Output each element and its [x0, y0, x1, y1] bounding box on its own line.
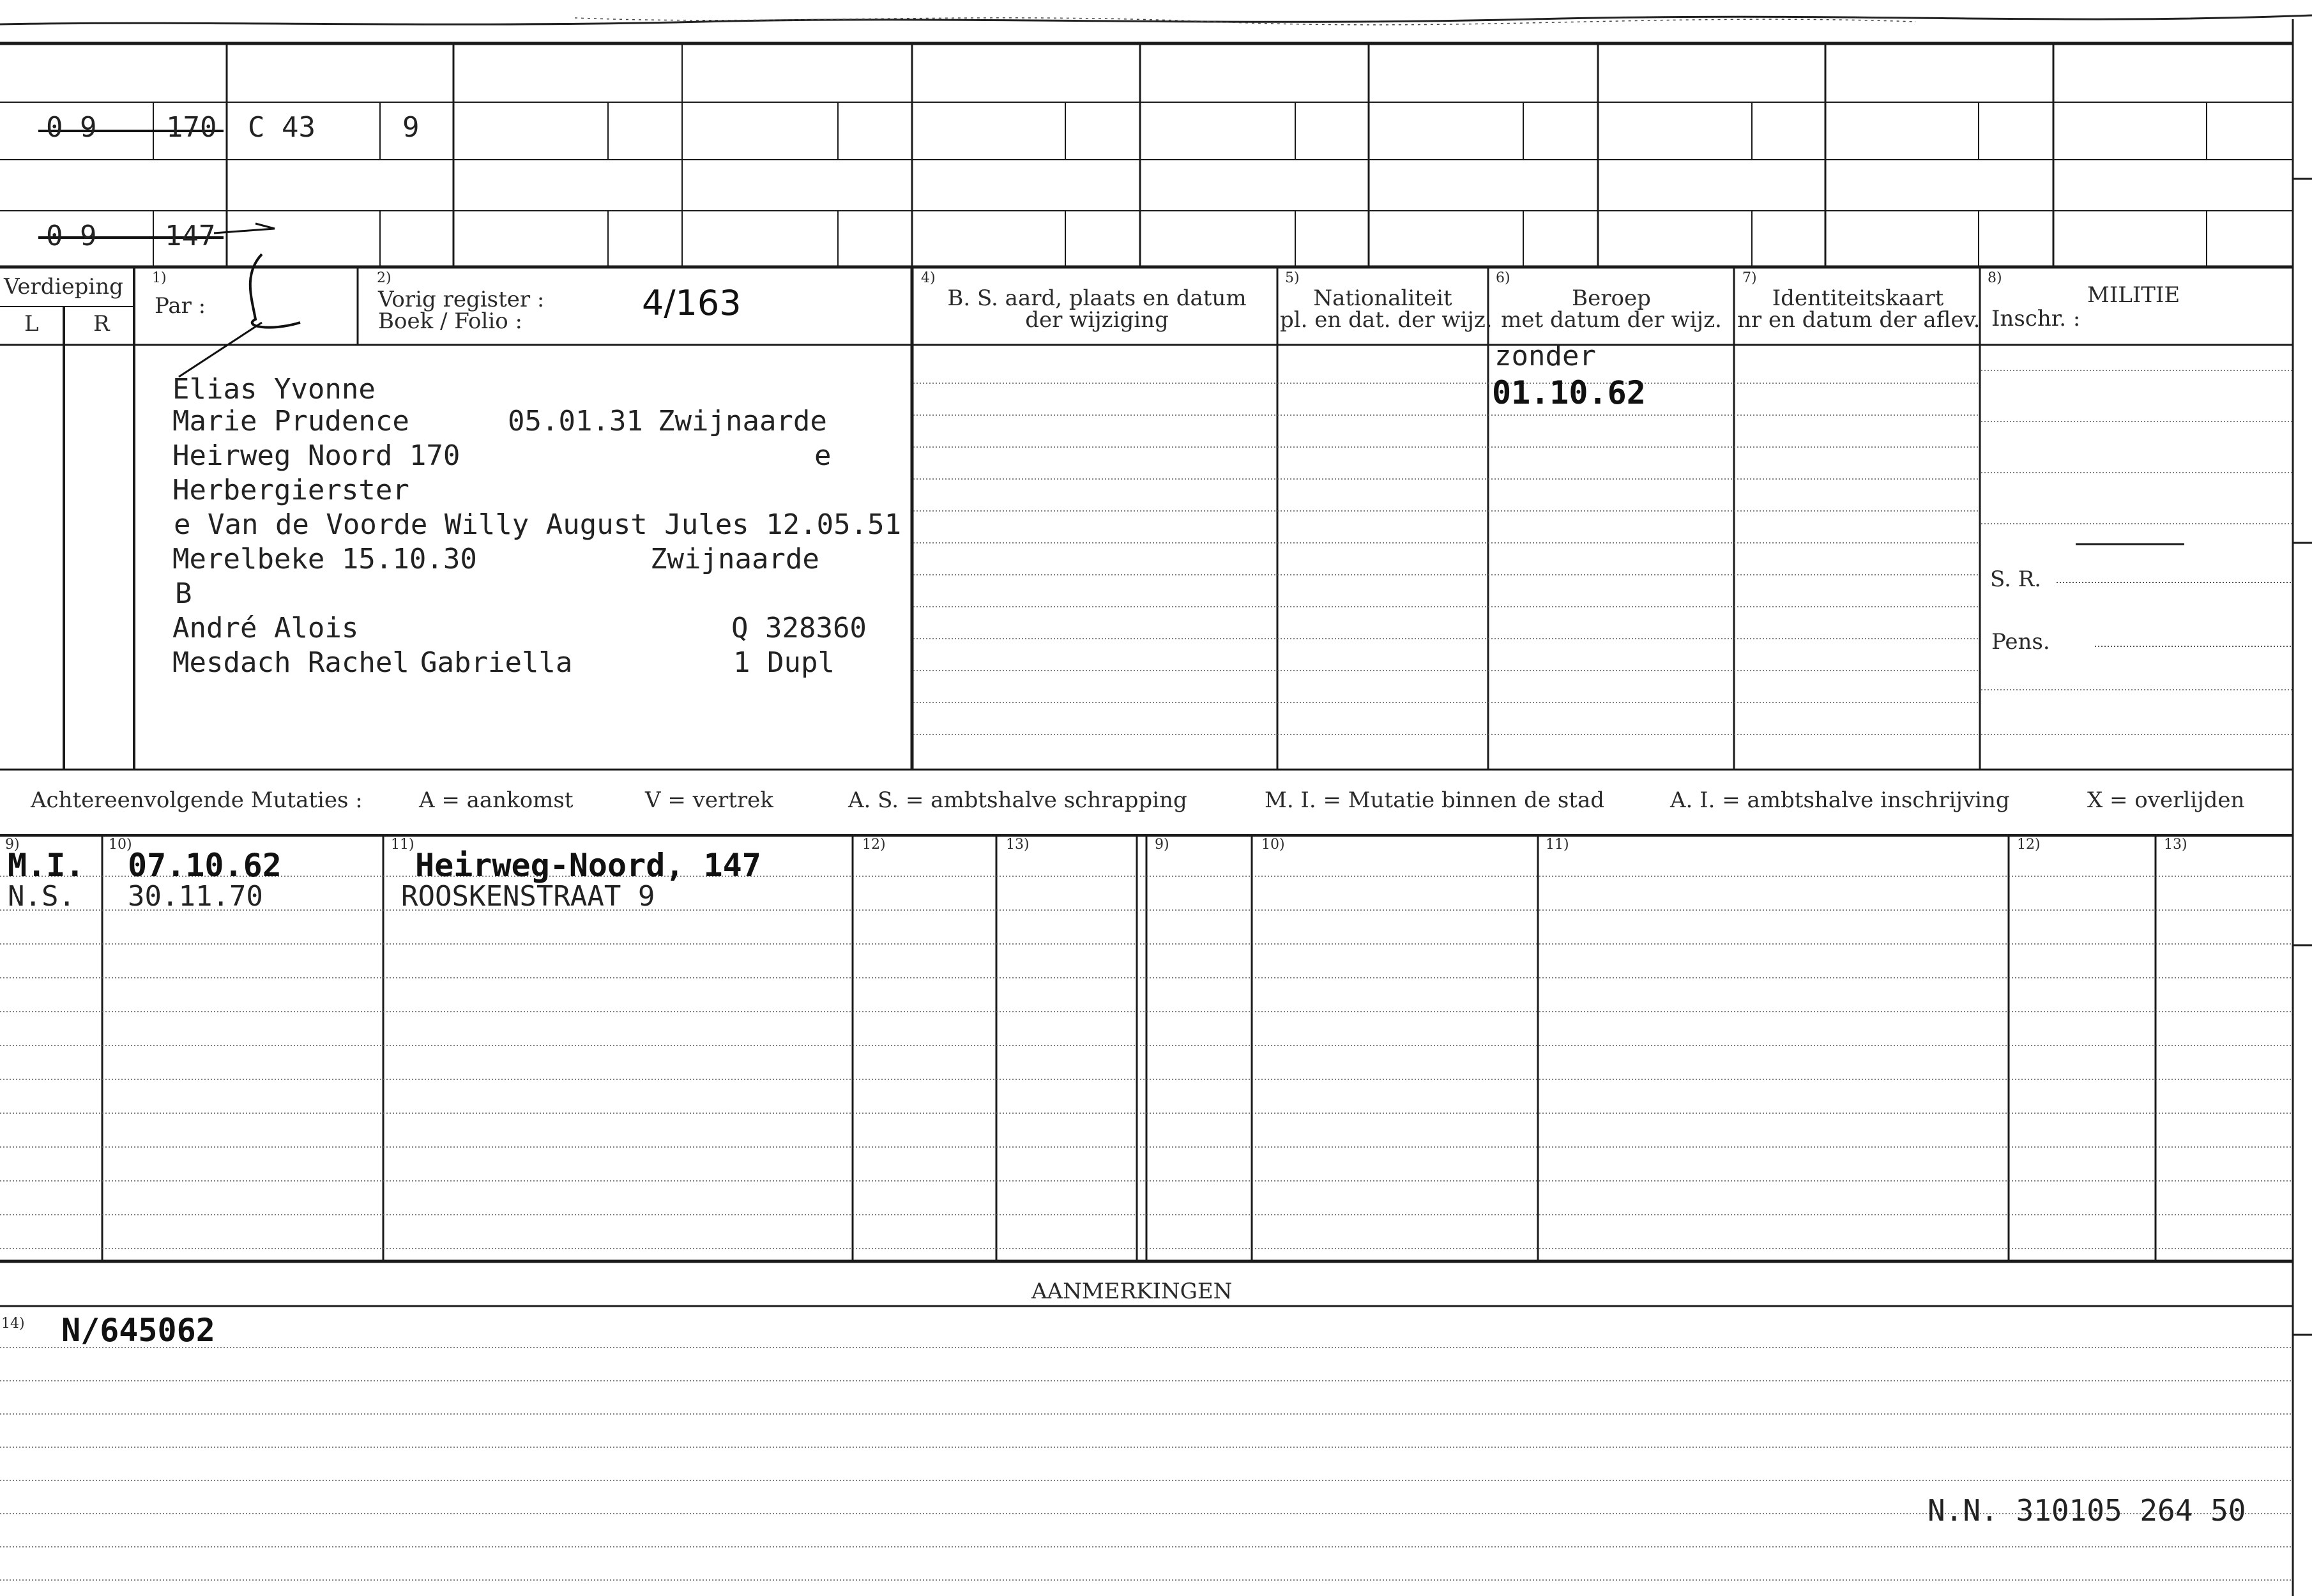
person-occupation: Herbergierster — [172, 474, 409, 506]
mut-col-num: 9) — [1155, 837, 1169, 853]
mut-col-num: 12) — [862, 837, 886, 853]
col6-header-line2: met datum der wijz. — [1501, 307, 1722, 333]
person-spouse-birth: Merelbeke 15.10.30 — [172, 543, 477, 575]
person-status: B — [175, 577, 192, 610]
mutation-address: Heirweg-Noord, 147 — [415, 847, 761, 884]
person-mother: Mesdach Rachel — [172, 646, 409, 679]
person-dupl: 1 Dupl — [733, 646, 835, 679]
mutation-code: M.I. — [8, 847, 85, 884]
par-number: 1) — [152, 270, 167, 286]
person-given-names: Marie Prudence — [172, 405, 409, 437]
col4-number: 4) — [921, 270, 936, 286]
mutation-date: 07.10.62 — [128, 847, 282, 884]
registry-row2-number: 147 — [165, 220, 216, 252]
registry-row1-number: 170 — [166, 111, 217, 144]
col6-number: 6) — [1496, 270, 1510, 286]
militie-pens-label: Pens. — [1991, 629, 2050, 655]
person-surname: Elias Yvonne — [172, 373, 376, 406]
mut-col-num: 12) — [2017, 837, 2041, 853]
registry-row1-extra: 9 — [402, 111, 420, 144]
boek-folio-label: Boek / Folio : — [378, 308, 522, 334]
col7-header-line1: Identiteitskaart — [1772, 285, 1944, 311]
col5-header-line2: pl. en dat. der wijz. — [1280, 307, 1493, 333]
par-label: Par : — [155, 293, 206, 319]
legend-ambtshalve-schrapping: A. S. = ambtshalve schrapping — [848, 787, 1187, 813]
mut-col-num: 11) — [391, 837, 414, 853]
registry-row1-code: 0 9 — [46, 111, 97, 144]
par-handwritten-mark — [250, 254, 300, 328]
mutation-code: N.S. — [8, 880, 75, 913]
mutation-address: ROOSKENSTRAAT 9 — [401, 880, 655, 913]
vorig-register-number: 2) — [377, 270, 392, 286]
person-mother-given: Gabriella — [420, 646, 573, 679]
militie-inschr-label: Inschr. : — [1991, 306, 2081, 331]
verdieping-right: R — [93, 311, 110, 337]
national-number: N.N. 310105 264 50 — [1928, 1493, 2246, 1528]
remarks-title: AANMERKINGEN — [1031, 1279, 1233, 1304]
mut-col-num: 11) — [1546, 837, 1569, 853]
col5-header-line1: Nationaliteit — [1313, 285, 1452, 311]
col4-header-line1: B. S. aard, plaats en datum — [947, 285, 1247, 311]
mut-col-num: 10) — [1261, 837, 1285, 853]
vorig-register-label: Vorig register : — [378, 287, 545, 312]
person-birth-date: 05.01.31 — [508, 405, 643, 437]
beroep-date: 01.10.62 — [1492, 374, 1646, 411]
person-address: Heirweg Noord 170 — [172, 439, 460, 472]
mut-col-num: 13) — [1006, 837, 1030, 853]
mut-col-num: 10) — [109, 837, 132, 853]
mutations-legend-title: Achtereenvolgende Mutaties : — [31, 787, 363, 813]
legend-aankomst: A = aankomst — [419, 787, 574, 813]
verdieping-label: Verdieping — [4, 274, 123, 300]
remarks-number: 14) — [1, 1316, 25, 1332]
legend-ambtshalve-inschrijving: A. I. = ambtshalve inschrijving — [1670, 787, 2010, 813]
vorig-register-value: 4/163 — [642, 283, 742, 323]
legend-overlijden: X = overlijden — [2087, 787, 2245, 813]
col7-header-line2: nr en datum der aflev. — [1737, 307, 1981, 333]
militie-title: MILITIE — [2087, 282, 2180, 308]
col6-header-line1: Beroep — [1572, 285, 1651, 311]
mut-col-num: 9) — [5, 837, 20, 853]
verdieping-left: L — [24, 311, 39, 337]
mutation-date: 30.11.70 — [128, 880, 263, 913]
person-birth-place: Zwijnaarde — [658, 405, 827, 437]
col8-number: 8) — [1988, 270, 2002, 286]
militie-sr-label: S. R. — [1990, 566, 2042, 592]
beroep-value: zonder — [1494, 340, 1596, 372]
registry-row2-code: 0 9 — [46, 220, 97, 252]
remarks-value: N/645062 — [61, 1312, 215, 1349]
person-spouse-place: Zwijnaarde — [650, 543, 819, 575]
person-spouse: e Van de Voorde Willy August Jules 12.05.51 — [174, 508, 902, 541]
registry-row1-section: C 43 — [248, 111, 316, 144]
legend-vertrek: V = vertrek — [645, 787, 773, 813]
person-father: André Alois — [172, 612, 359, 644]
col7-number: 7) — [1742, 270, 1757, 286]
mut-col-num: 13) — [2164, 837, 2187, 853]
person-id-code: Q 328360 — [731, 612, 867, 644]
col5-number: 5) — [1285, 270, 1300, 286]
legend-mutatie-binnen-stad: M. I. = Mutatie binnen de stad — [1265, 787, 1604, 813]
col4-header-line2: der wijziging — [1025, 307, 1169, 333]
person-address-mark: e — [814, 439, 832, 472]
